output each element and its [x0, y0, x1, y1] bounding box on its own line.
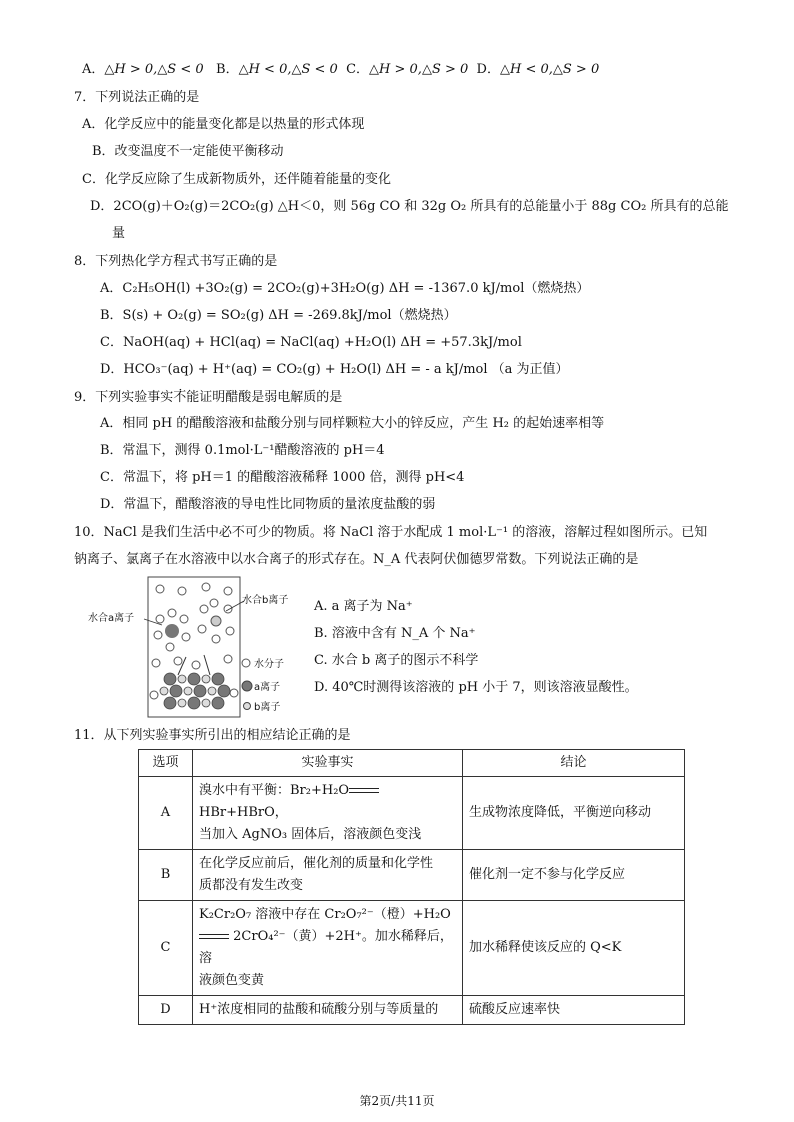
legend-a-ion-symbol: [242, 681, 252, 691]
q7-option-b: B．改变温度不一定能使平衡移动: [92, 144, 284, 159]
q8-option-d: D．HCO₃⁻(aq) + H⁺(aq) = CO₂(g) + H₂O(l) ΔH = - a kJ/mol （a 为正值）: [100, 362, 569, 377]
q11-stem: 11．从下列实验事实所引出的相应结论正确的是: [74, 728, 351, 743]
row-a-fact-line1b: HBr+HBrO，: [199, 805, 288, 820]
q6-option-b: △H < 0,△S < 0: [238, 62, 338, 77]
table-header-row: [139, 750, 685, 777]
q9-option-c: C．常温下，将 pH＝1 的醋酸溶液稀释 1000 倍，测得 pH<4: [100, 470, 465, 485]
q9-option-a: A．相同 pH 的醋酸溶液和盐酸分别与同样颗粒大小的锌反应，产生 H₂ 的起始速率相等: [100, 416, 605, 431]
row-b-fact: [193, 850, 463, 901]
q8-option-c: C．NaOH(aq) + HCl(aq) = NaCl(aq) +H₂O(l) ΔH = +57.3kJ/mol: [100, 335, 522, 350]
q6-option-b-label: B．: [216, 62, 239, 77]
q6-options: [82, 61, 599, 79]
label-water-molecule: 水分子: [254, 659, 284, 670]
q10-option-c: C. 水合 b 离子的图示不科学: [314, 653, 479, 668]
label-hydrated-a-ion: 水合a离子: [88, 613, 135, 624]
q9-stem: [74, 389, 342, 407]
table-row: [139, 901, 685, 996]
q6-option-d-label: D．: [476, 62, 500, 77]
q10-option-d: D. 40℃时测得该溶液的 pH 小于 7，则该溶液显酸性。: [314, 680, 638, 695]
q7-option-d-line1: D．2CO(g)＋O₂(g)＝2CO₂(g) △H＜0，则 56g CO 和 32g O₂ 所具有的总能量小于 88g CO₂ 所具有的总能: [90, 199, 729, 214]
row-d-fact: H⁺浓度相同的盐酸和硫酸分别与等质量的: [193, 996, 463, 1025]
equilibrium-arrow-icon: [199, 933, 229, 941]
row-c-conclusion: 加水稀释使该反应的 Q<K: [463, 901, 685, 996]
legend-b-ion-symbol: [244, 703, 251, 710]
nacl-dissolution-figure: [86, 575, 316, 720]
row-b-conclusion: 催化剂一定不参与化学反应: [463, 850, 685, 901]
row-a-fact-line2: 当加入 AgNO₃ 固体后，溶液颜色变浅: [199, 827, 422, 842]
q6-option-c-label: C．: [346, 62, 370, 77]
header-conclusion: 结论: [463, 750, 685, 777]
q7-stem: 7．下列说法正确的是: [74, 90, 200, 105]
q6-option-c: △H > 0,△S > 0: [369, 62, 469, 77]
header-fact: 实验事实: [193, 750, 463, 777]
page-footer: 第2页/共11页: [359, 1094, 435, 1108]
q7-option-c: C．化学反应除了生成新物质外，还伴随着能量的变化: [82, 172, 391, 187]
table-row: [139, 777, 685, 850]
table-row: [139, 850, 685, 901]
row-c-fact-line1: K₂Cr₂O₇ 溶液中存在 Cr₂O₇²⁻（橙）+H₂O: [199, 907, 451, 922]
table-row: [139, 996, 685, 1025]
q11-table: [138, 749, 685, 1025]
q8-option-a: A．C₂H₅OH(l) +3O₂(g) = 2CO₂(g)+3H₂O(g) ΔH = -1367.0 kJ/mol（燃烧热）: [100, 281, 590, 296]
row-c-fact-line2: 2CrO₄²⁻（黄）+2H⁺。加水稀释后，溶: [199, 929, 453, 966]
row-b-option: B: [139, 850, 193, 901]
row-d-option: D: [139, 996, 193, 1025]
q6-option-a-label: A．: [82, 62, 105, 77]
label-a-ion: a离子: [254, 682, 281, 693]
row-a-fact-line1: 溴水中有平衡：Br₂+H₂O: [199, 783, 350, 798]
q10-stem-line2: 钠离子、氯离子在水溶液中以水合离子的形式存在。N_A 代表阿伏伽德罗常数。下列说法正确的是: [74, 552, 639, 567]
q6-option-a: △H > 0,△S < 0: [104, 62, 204, 77]
q9-stem-post: 能证明醋酸是弱电解质的是: [186, 390, 343, 405]
hydrated-b-ion-graphic: [198, 599, 234, 643]
row-c-fact: [193, 901, 463, 996]
row-a-fact: [193, 777, 463, 850]
q8-stem: 8．下列热化学方程式书写正确的是: [74, 254, 278, 269]
q10-option-a: A. a 离子为 Na⁺: [314, 599, 413, 614]
q9-option-b: B．常温下，测得 0.1mol·L⁻¹醋酸溶液的 pH＝4: [100, 443, 385, 458]
nacl-dissolution-diagram: [86, 575, 316, 720]
q9-stem-pre: 9．下列实验事实: [74, 390, 174, 405]
nacl-crystal-graphic: [160, 673, 230, 709]
q7-option-a: A．化学反应中的能量变化都是以热量的形式体现: [82, 117, 365, 132]
q8-option-b: B．S(s) + O₂(g) = SO₂(g) ΔH = -269.8kJ/mol（燃烧热）: [100, 308, 457, 323]
q9-stem-emphasis: 不: [173, 390, 187, 405]
row-c-fact-line3: 液颜色变黄: [199, 973, 265, 988]
equilibrium-arrow-icon: [349, 787, 379, 795]
row-b-fact-line1: 在化学反应前后，催化剂的质量和化学性: [199, 856, 434, 871]
row-b-fact-line2: 质都没有发生改变: [199, 878, 304, 893]
q7-option-d-line2: 量: [112, 226, 126, 241]
label-b-ion: b离子: [254, 702, 281, 713]
row-a-option: A: [139, 777, 193, 850]
q10-stem-line1: 10．NaCl 是我们生活中必不可少的物质。将 NaCl 溶于水配成 1 mol·L⁻¹ 的溶液，溶解过程如图所示。已知: [74, 525, 708, 540]
row-c-option: C: [139, 901, 193, 996]
label-hydrated-b-ion: 水合b离子: [242, 595, 289, 606]
q9-option-d: D．常温下，醋酸溶液的导电性比同物质的量浓度盐酸的弱: [100, 497, 436, 512]
q10-option-b: B. 溶液中含有 N_A 个 Na⁺: [314, 626, 476, 641]
hydrated-a-ion-graphic: [154, 609, 190, 651]
header-option: 选项: [139, 750, 193, 777]
row-d-conclusion: 硫酸反应速率快: [463, 996, 685, 1025]
q6-option-d: △H < 0,△S > 0: [499, 62, 600, 77]
legend-water-symbol: [242, 659, 250, 667]
row-a-conclusion: 生成物浓度降低，平衡逆向移动: [463, 777, 685, 850]
